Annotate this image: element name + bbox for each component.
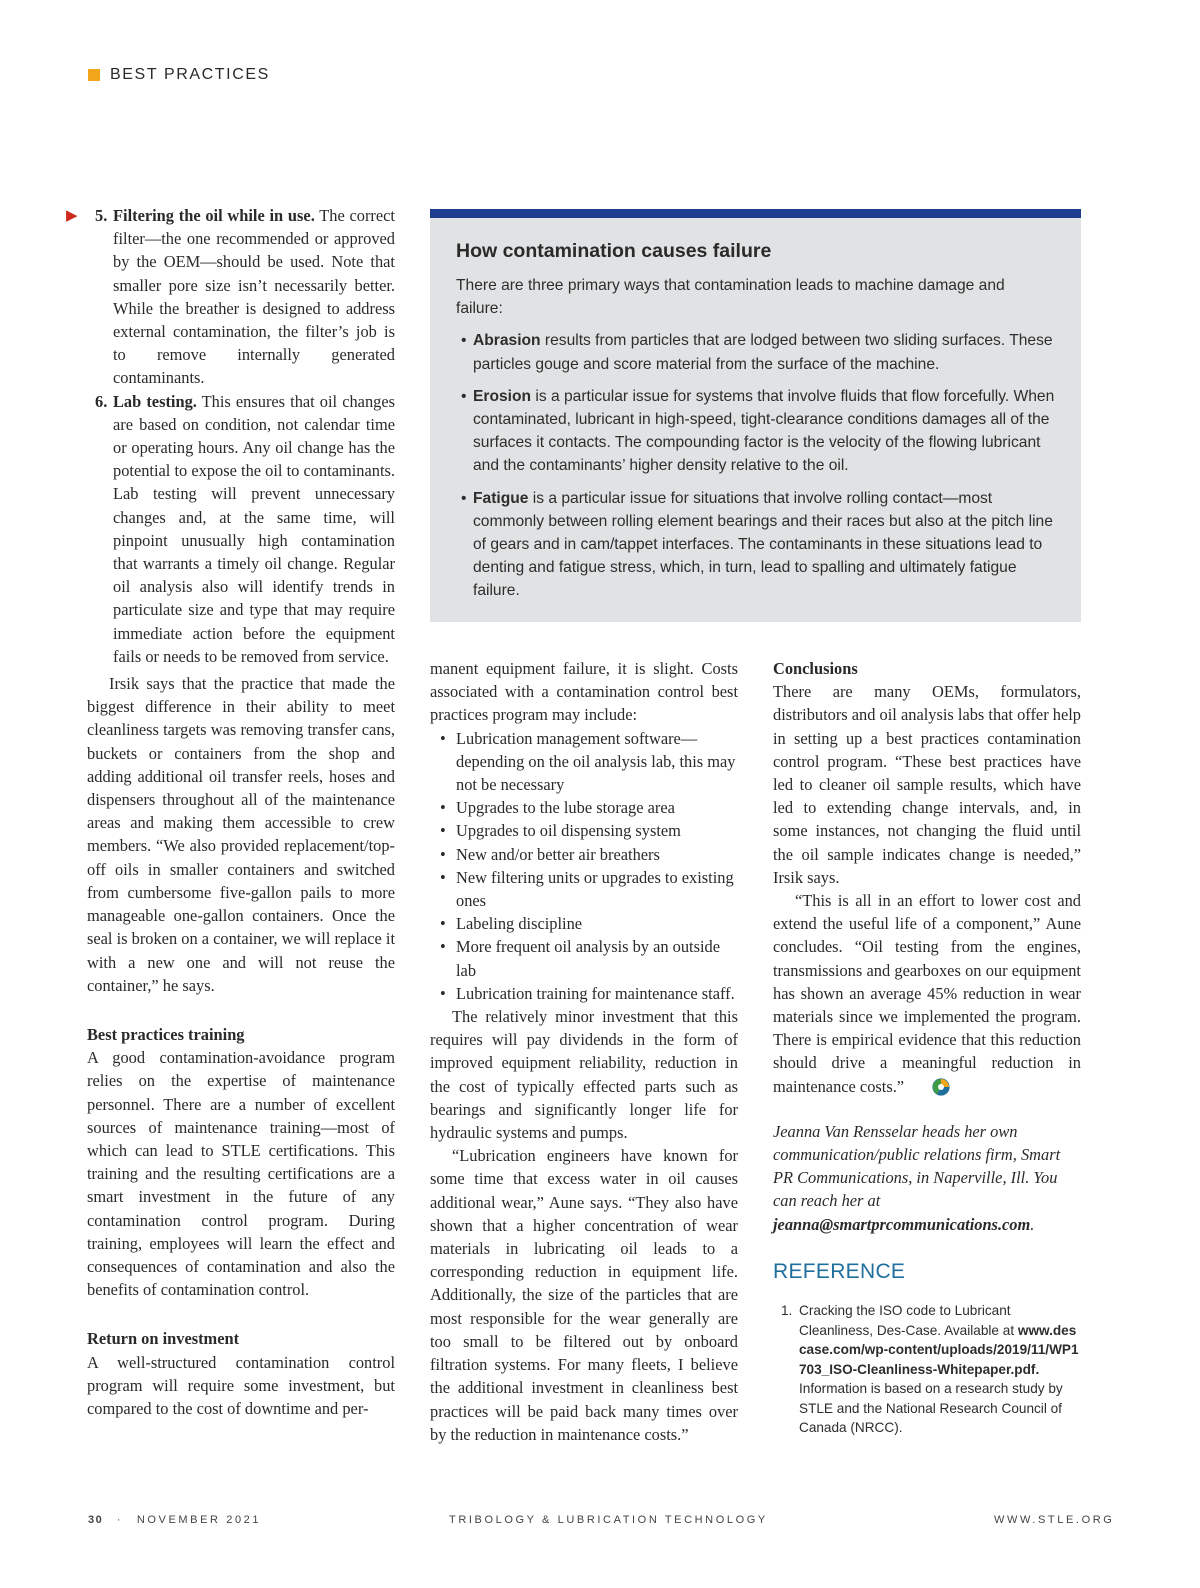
item-title: Filtering the oil while in use. [113, 206, 315, 225]
footer-left [88, 1514, 261, 1526]
column-1 [87, 204, 395, 1420]
sidebar-title: How contamination causes failure [456, 240, 772, 262]
reference-heading: REFERENCE [773, 1259, 906, 1283]
column-3 [773, 657, 1081, 1438]
body-paragraph: A well-structured contamination control program will require some investment, but compared to the cost of downtime and per- [87, 1352, 395, 1418]
bio-text-end: . [1030, 1214, 1035, 1234]
list-item-6 [87, 390, 395, 668]
subheading-training: Best practices training [87, 1024, 245, 1044]
body-paragraph: The relatively minor investment that this requires will pay dividends in the form of improved equipment reliability, reduction in the cost of typically effected parts such as bearings and significantly longer life for hydraulic systems and pumps. [430, 1007, 738, 1143]
list-item: • Labeling discipline [430, 912, 738, 935]
item-text: This ensures that oil changes are based on condition, not calendar time or operating hours. Any oil change has the potential to expose the oil to contaminants. Lab testing will prevent unnecessary changes and, at the same time, will pinpoint unusually high contamination that warrants a timely oil change. Regular oil analysis also will identify trends in particulate size and type that may require immediate action before the equipment fails or needs to be removed from service. [113, 391, 395, 666]
list-item-5 [87, 204, 395, 390]
list-item: • New filtering units or upgrades to existing ones [430, 866, 738, 912]
footer-separator: · [116, 1514, 124, 1526]
body-paragraph: manent equipment failure, it is slight. Costs associated with a contamination control best practices program may include: [430, 659, 738, 725]
sidebar-item-erosion [456, 385, 1055, 478]
reference-item [773, 1301, 1081, 1438]
sidebar-text: is a particular issue for systems that involve fluids that flow forcefully. When contaminated, lubricant in high-speed, tight-clearance conditions damages all of the surfaces it contacts. The compounding factor is the velocity of the flowing lubricant and the contaminants’ higher density relative to the oil. [473, 387, 1055, 475]
item-title: Lab testing. [113, 391, 197, 411]
list-item: • Upgrades to oil dispensing system [430, 819, 738, 842]
issue-date: NOVEMBER 2021 [136, 1514, 262, 1526]
column-2 [430, 657, 738, 1446]
page-number: 30 [88, 1514, 104, 1526]
list-item: • Lubrication management software—depending on the oil analysis lab, this may not be necessary [430, 727, 738, 797]
sidebar-item-fatigue [456, 487, 1055, 603]
sidebar-list [456, 329, 1055, 602]
list-item: • New and/or better air breathers [430, 843, 738, 866]
item-number: 5. [95, 206, 108, 225]
sidebar-text: results from particles that are lodged between two sliding surfaces. These particles gouge and score material from the surface of the machine. [473, 332, 1053, 373]
author-bio [773, 1120, 1081, 1236]
bio-text: Jeanna Van Rensselar heads her own communication/public relations firm, Smart PR Communications, in Naperville, Ill. You can reach her at [773, 1121, 1061, 1211]
sidebar-box [430, 209, 1081, 622]
sidebar-term: Abrasion [473, 332, 541, 350]
reference-text: Cracking the ISO code to Lubricant Cleanliness, Des-Case. Available at [799, 1303, 1018, 1338]
section-header [88, 66, 270, 84]
reference-number: 1. [781, 1303, 793, 1319]
website-link[interactable]: WWW.STLE.ORG [994, 1514, 1115, 1526]
sidebar-term: Erosion [473, 387, 532, 405]
numbered-list [87, 204, 395, 668]
subheading-roi: Return on investment [87, 1329, 240, 1349]
reference-url-link[interactable]: www.descase.com/wp-content/uploads/2019/11/WP1703_ISO-Cleanliness-Whitepaper.pdf. [799, 1322, 1079, 1377]
body-paragraph: There are many OEMs, formulators, distributors and oil analysis labs that offer help in setting up a best practices contamination control program. “These best practices have led to cleaner oil sample results, which have led to extending change intervals, and, in some instances, not changing the fluid until the oil sample indicates change is needed,” Irsik says. [773, 682, 1081, 887]
paragraph-text: “This is all in an effort to lower cost and extend the useful life of a component,” Aune concludes. “Oil testing from the engines, transmissions and gearboxes on our equipment has shown an average 45% reduction in wear materials since we implemented the program. There is empirical evidence that this reduction should drive a meaningful reduction in maintenance costs.” [773, 891, 1081, 1096]
list-item: • More frequent oil analysis by an outside lab [430, 935, 738, 981]
sidebar-intro: There are three primary ways that contamination leads to machine damage and failure: [456, 277, 1005, 318]
sidebar-term: Fatigue [473, 489, 529, 507]
stle-end-mark-icon [910, 1078, 950, 1102]
continuation-arrow-icon: ▶ [66, 206, 78, 224]
reference-text: Information is based on a research study by STLE and the National Research Council of Canada (NRCC). [799, 1381, 1063, 1436]
body-paragraph: Irsik says that the practice that made the biggest difference in their ability to meet cleanliness targets was removing transfer cans, buckets or containers from the shop and adding additional oil transfer reels, hoses and dispensers throughout all of the maintenance areas and making them accessible to crew members. “We also provided replacement/top-off oils in smaller containers and switched from cumbersome five-gallon pails to more manageable one-gallon containers. Once the seal is broken on a container, we will replace it with a new one and will not reuse the container,” he says. [87, 674, 395, 995]
subheading-conclusions: Conclusions [773, 659, 858, 678]
list-item: • Upgrades to the lube storage area [430, 796, 738, 819]
list-item: • Lubrication training for maintenance staff. [430, 982, 738, 1005]
author-email-link[interactable]: jeanna@smartprcommunications.com [773, 1214, 1031, 1234]
body-paragraph: “Lubrication engineers have known for some time that excess water in oil causes additional wear,” Aune says. “They also have shown that a higher concentration of wear materials in lubricating oil leads to a corresponding reduction in equipment life. Additionally, the size of the particles that are most responsible for the wear generally are too small to be filtered out by onboard filtration systems. For many fleets, I believe the additional investment in cleanliness best practices will be paid back many times over by the reduction in maintenance costs.” [430, 1146, 738, 1444]
section-label: BEST PRACTICES [110, 66, 270, 83]
body-paragraph [773, 889, 1081, 1102]
sidebar-text: is a particular issue for situations that involve rolling contact—most commonly between rolling element bearings and their races but also at the pitch line of gears and in cam/tappet interfaces. The contaminants in these situations lead to denting and fatigue stress, which, in turn, lead to spalling and ultimately fatigue failure. [473, 489, 1053, 600]
sidebar-item-abrasion [456, 329, 1055, 375]
cost-list [430, 727, 738, 1005]
body-paragraph: A good contamination-avoidance program relies on the expertise of maintenance personnel. There are a number of excellent sources of maintenance training—most of which can lead to STLE certifications. This training and the resulting certifications are a smart investment in the future of any contamination control program. During training, employees will learn the effect and consequences of contamination and also the benefits of contamination control. [87, 1048, 395, 1300]
item-number: 6. [95, 391, 108, 411]
item-text: The correct filter—the one recommended or approved by the OEM—should be used. Note that smaller pore size isn’t necessarily better. While the breather is designed to address external contamination, the filter’s job is to remove internally generated contaminants. [113, 206, 395, 388]
publication-name: TRIBOLOGY & LUBRICATION TECHNOLOGY [449, 1514, 768, 1526]
section-square-icon [88, 69, 100, 81]
